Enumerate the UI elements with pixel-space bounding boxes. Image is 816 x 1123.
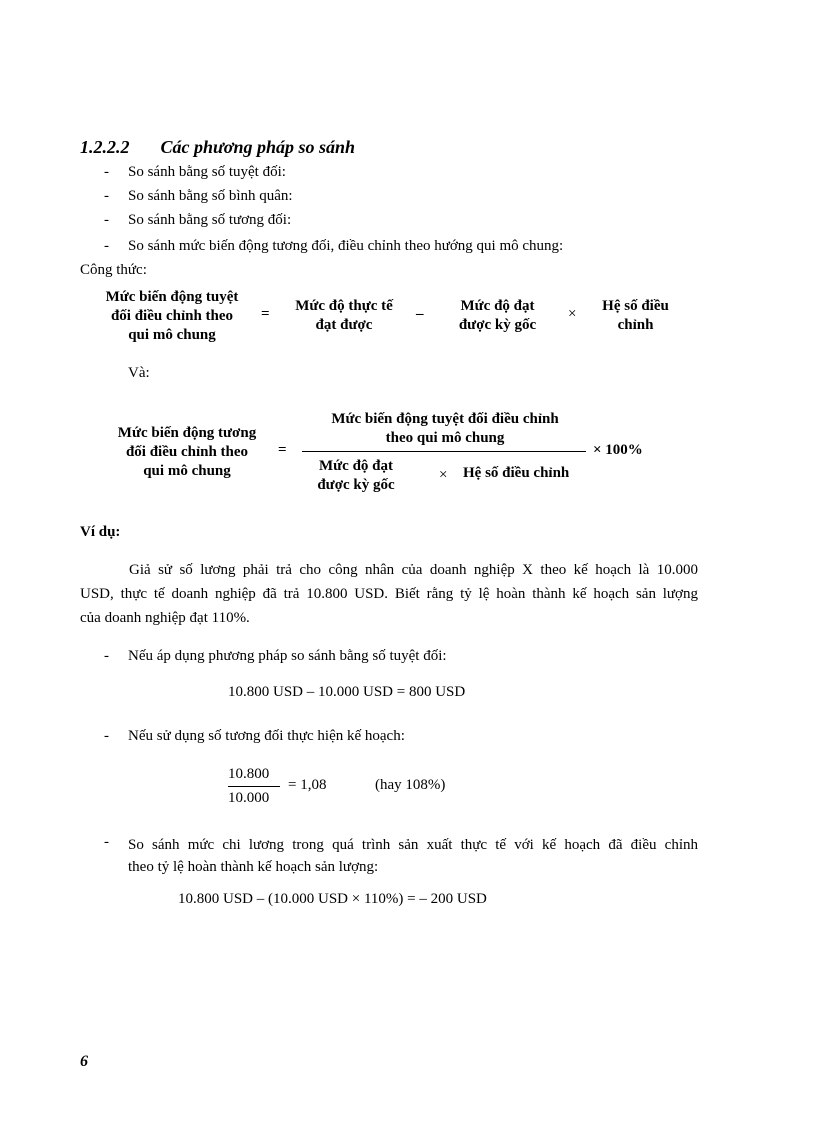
and-label: Và:: [128, 365, 150, 381]
formula2-lhs: [97, 424, 277, 481]
bullet: -: [104, 188, 109, 204]
fraction-result: = 1,08: [288, 777, 327, 793]
formula2-numerator-line: Mức biến động tuyệt đối điều chỉnh: [331, 411, 559, 427]
formula1-lhs-line: qui mô chung: [128, 327, 216, 343]
formula2-numerator: [300, 410, 590, 448]
bullet: -: [104, 164, 109, 180]
example-intro-line: USD, thực tế doanh nghiệp đã trả 10.800 USD. Biết rằng tỷ lệ hoàn thành kế hoạch sản lượng: [80, 586, 698, 602]
formula1-term2: [440, 297, 555, 335]
bullet: -: [104, 834, 109, 850]
formula2-numerator-line: theo qui mô chung: [385, 430, 505, 446]
bullet: -: [104, 238, 109, 254]
formula1-term3-line: Hệ số điều: [602, 298, 669, 314]
formula2-denom2: Hệ số điều chỉnh: [463, 465, 570, 481]
section-heading: [80, 137, 355, 158]
fraction-bar: [302, 451, 586, 452]
example-intro-line: Giả sử số lương phải trả cho công nhân của doanh nghiệp X theo kế hoạch là 10.000: [129, 562, 698, 578]
case-3-text: [128, 834, 698, 878]
formula1-term2-line: Mức độ đạt: [460, 298, 535, 314]
method-item: So sánh bằng số tương đối:: [128, 212, 292, 228]
page-number: 6: [80, 1053, 88, 1070]
formula2-denom1: [306, 457, 406, 495]
formula2-denom1-line: được kỳ gốc: [317, 477, 395, 493]
formula2-lhs-line: qui mô chung: [143, 463, 231, 479]
formula2-percent: × 100%: [593, 442, 643, 458]
formula1-term1-line: đạt được: [315, 317, 373, 333]
formula1-lhs-line: Mức biến động tuyệt: [105, 289, 239, 305]
minus-sign: –: [416, 306, 424, 322]
times-sign: ×: [568, 306, 577, 322]
example-intro: [80, 558, 698, 630]
formula2-lhs-line: đối điều chỉnh theo: [125, 444, 249, 460]
section-title: Các phương pháp so sánh: [160, 137, 356, 157]
fraction-note: (hay 108%): [375, 777, 446, 793]
formula1-term1: [283, 297, 405, 335]
case-2-text: Nếu sử dụng số tương đối thực hiện kế hoạch:: [128, 728, 405, 744]
formula-label: Công thức:: [80, 262, 147, 278]
case-3-line: theo tỷ lệ hoàn thành kế hoạch sản lượng:: [128, 859, 379, 875]
formula1-term3-line: chỉnh: [617, 317, 654, 333]
method-item: So sánh mức biến động tương đối, điều chỉnh theo hướng qui mô chung:: [128, 238, 564, 254]
fraction-bar: [228, 786, 280, 787]
formula1-term3: [588, 297, 683, 335]
bullet: -: [104, 648, 109, 664]
equals-sign: =: [278, 442, 287, 458]
bullet: -: [104, 728, 109, 744]
equals-sign: =: [261, 306, 270, 322]
fraction-denominator: 10.000: [228, 790, 270, 806]
section-number: 1.2.2.2: [80, 137, 130, 157]
formula1-term1-line: Mức độ thực tế: [295, 298, 393, 314]
case-3-line: So sánh mức chi lương trong quá trình sản xuất thực tế với kế hoạch đã điều chỉnh: [128, 837, 698, 853]
formula1-lhs: [92, 288, 252, 345]
times-sign: ×: [439, 467, 448, 483]
calc-3: 10.800 USD – (10.000 USD × 110%) = – 200 USD: [178, 891, 487, 907]
calc-1: 10.800 USD – 10.000 USD = 800 USD: [228, 684, 466, 700]
formula1-term2-line: được kỳ gốc: [458, 317, 537, 333]
formula2-lhs-line: Mức biến động tương: [117, 425, 257, 441]
formula1-lhs-line: đối điều chỉnh theo: [110, 308, 234, 324]
example-intro-line: của doanh nghiệp đạt 110%.: [80, 610, 250, 626]
formula2-denom1-line: Mức độ đạt: [319, 458, 393, 474]
case-1-text: Nếu áp dụng phương pháp so sánh bằng số tuyệt đối:: [128, 648, 447, 664]
method-item: So sánh bằng số tuyệt đối:: [128, 164, 286, 180]
bullet: -: [104, 212, 109, 228]
method-item: So sánh bằng số bình quân:: [128, 188, 293, 204]
example-heading: Ví dụ:: [80, 524, 121, 540]
fraction-numerator: 10.800: [228, 766, 270, 782]
